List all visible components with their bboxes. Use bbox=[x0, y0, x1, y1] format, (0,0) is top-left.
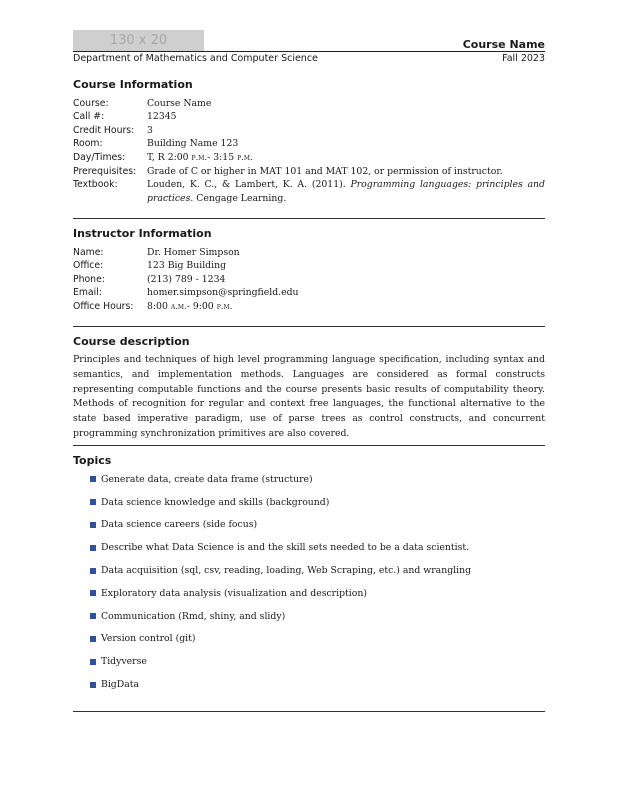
info-label: Office: bbox=[73, 260, 104, 272]
info-label: Day/Times: bbox=[73, 151, 126, 163]
topic-item bbox=[73, 468, 545, 491]
info-label: Textbook: bbox=[73, 179, 118, 191]
square-bullet-icon bbox=[90, 590, 96, 596]
info-value bbox=[147, 300, 545, 314]
section-title: Instructor Information bbox=[73, 227, 212, 240]
textbook-authors: Louden, K. C., & Lambert, K. A. (2011). bbox=[147, 179, 346, 191]
square-bullet-icon bbox=[90, 499, 96, 505]
topic-text: BigData bbox=[101, 679, 140, 691]
info-row-prerequisites bbox=[73, 165, 545, 178]
topics-section bbox=[73, 454, 545, 696]
email-link[interactable]: homer.simpson@springfield.edu bbox=[147, 287, 299, 299]
info-row-day-times bbox=[73, 151, 545, 165]
info-value bbox=[147, 151, 545, 165]
hours-meridiem: a.m. bbox=[170, 301, 187, 312]
section-title: Topics bbox=[73, 454, 112, 467]
info-value: 12345 bbox=[147, 111, 177, 123]
square-bullet-icon bbox=[90, 545, 96, 551]
square-bullet-icon bbox=[90, 636, 96, 642]
info-value: Dr. Homer Simpson bbox=[147, 247, 240, 258]
info-label: Office Hours: bbox=[73, 300, 134, 312]
times-end: - 3:15 bbox=[207, 151, 235, 163]
info-value: 123 Big Building bbox=[147, 260, 227, 272]
topic-text: Generate data, create data frame (structure) bbox=[101, 473, 313, 485]
course-description-text: Principles and techniques of high level programming language specification, including syntax and semantics, and implementation methods. Languages are considered as formal constructs representing computable functions and the course presents basic results of computability theory. Methods of recognition for regular and context free languages, the functional alternative to the state based imperative paradigm, use of parse trees as control constructs, and concurrent programming synchronization primitives are also covered. bbox=[73, 354, 545, 439]
info-label: Course: bbox=[73, 98, 109, 109]
info-value bbox=[147, 178, 545, 205]
info-label: Prerequisites: bbox=[73, 166, 137, 178]
hours-end: - 9:00 bbox=[186, 300, 214, 312]
info-label: Email: bbox=[73, 287, 102, 299]
topics-list bbox=[73, 468, 545, 696]
info-value: Grade of C or higher in MAT 101 and MAT 102, or permission of instructor. bbox=[147, 166, 503, 178]
header-course-title: Course Name bbox=[462, 38, 545, 51]
square-bullet-icon bbox=[90, 613, 96, 619]
topic-text: Data science knowledge and skills (background) bbox=[101, 496, 330, 508]
topic-item bbox=[73, 673, 545, 696]
times-meridiem: p.m. bbox=[191, 152, 208, 163]
square-bullet-icon bbox=[90, 522, 96, 528]
info-label: Credit Hours: bbox=[73, 124, 135, 136]
section-title: Course Information bbox=[73, 78, 193, 91]
info-label: Phone: bbox=[73, 273, 105, 285]
topic-text: Describe what Data Science is and the skill sets needed to be a data scientist. bbox=[101, 542, 470, 554]
topic-text: Tidyverse bbox=[101, 656, 147, 668]
hours-start: 8:00 bbox=[147, 300, 168, 312]
info-label: Name: bbox=[73, 247, 104, 258]
topic-item bbox=[73, 628, 545, 651]
hours-meridiem: p.m. bbox=[216, 301, 233, 312]
topic-item bbox=[73, 650, 545, 673]
course-description-section bbox=[73, 335, 545, 442]
info-row-email bbox=[73, 286, 545, 299]
info-row-call bbox=[73, 110, 545, 123]
topic-item bbox=[73, 605, 545, 628]
topic-text: Communication (Rmd, shiny, and slidy) bbox=[101, 610, 286, 622]
course-information-section bbox=[73, 78, 545, 205]
info-value: Building Name 123 bbox=[147, 138, 239, 150]
section-divider bbox=[73, 326, 545, 327]
topic-item bbox=[73, 491, 545, 514]
info-row-phone bbox=[73, 273, 545, 286]
topic-item bbox=[73, 514, 545, 537]
times-meridiem: p.m. bbox=[237, 152, 253, 163]
times-days: T, R 2:00 bbox=[147, 151, 189, 163]
square-bullet-icon bbox=[90, 476, 96, 482]
topic-text: Data science careers (side focus) bbox=[101, 519, 258, 531]
header-rule bbox=[73, 51, 545, 52]
topic-text: Version control (git) bbox=[101, 633, 196, 645]
square-bullet-icon bbox=[90, 568, 96, 574]
section-divider bbox=[73, 711, 545, 712]
topic-text: Data acquisition (sql, csv, reading, loading, Web Scraping, etc.) and wrangling bbox=[101, 565, 472, 577]
topic-item bbox=[73, 582, 545, 605]
info-row-office-hours bbox=[73, 300, 545, 314]
info-row-name bbox=[73, 246, 545, 259]
info-label: Room: bbox=[73, 138, 103, 150]
topic-item bbox=[73, 536, 545, 559]
info-row-room bbox=[73, 137, 545, 150]
header-term: Fall 2023 bbox=[502, 53, 545, 64]
square-bullet-icon bbox=[90, 682, 96, 688]
square-bullet-icon bbox=[90, 659, 96, 665]
section-divider bbox=[73, 218, 545, 219]
info-value: Course Name bbox=[147, 98, 212, 109]
info-label: Call #: bbox=[73, 111, 105, 123]
section-divider bbox=[73, 445, 545, 446]
topic-text: Exploratory data analysis (visualization and description) bbox=[101, 587, 367, 599]
logo-placeholder: 130 x 20 bbox=[73, 30, 204, 51]
instructor-information-section bbox=[73, 227, 545, 314]
textbook-publisher: Cengage Learning. bbox=[196, 192, 287, 204]
info-value: 3 bbox=[147, 124, 153, 136]
info-row-office bbox=[73, 259, 545, 272]
info-value: (213) 789 - 1234 bbox=[147, 273, 226, 285]
section-title: Course description bbox=[73, 335, 190, 348]
info-row-credit-hours bbox=[73, 124, 545, 137]
textbook-title: Programming languages: principles and practices. bbox=[147, 179, 545, 204]
topic-item bbox=[73, 559, 545, 582]
header-department: Department of Mathematics and Computer Science bbox=[73, 53, 318, 64]
info-row-course bbox=[73, 97, 545, 110]
info-row-textbook bbox=[73, 178, 545, 205]
